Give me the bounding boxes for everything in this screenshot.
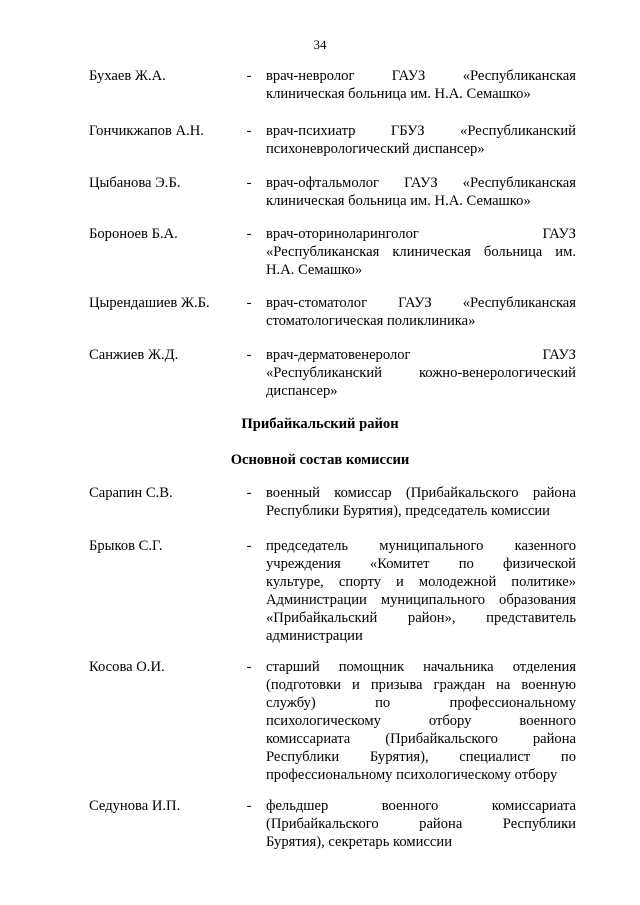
position-line: фельдшер военного комиссариата bbox=[266, 798, 576, 814]
member-position bbox=[266, 346, 576, 400]
member-name: Седунова И.П. bbox=[89, 798, 181, 814]
position-line: «Республиканский кожно-венерологический bbox=[266, 365, 576, 381]
position-line: (подготовки и призыва граждан на военную bbox=[266, 677, 576, 693]
page-number: 34 bbox=[313, 37, 327, 52]
section-title: Прибайкальский район bbox=[241, 416, 399, 432]
member-position bbox=[266, 294, 576, 330]
member-position bbox=[266, 67, 576, 103]
position-line: стоматологическая поликлиника» bbox=[266, 313, 476, 329]
position-line: военный комиссар (Прибайкальского района bbox=[266, 485, 576, 501]
member-position bbox=[266, 174, 576, 210]
dash-separator: - bbox=[246, 538, 252, 554]
position-line: Республики Бурятия), председатель комиссии bbox=[266, 503, 550, 519]
position-line: диспансер» bbox=[266, 383, 338, 399]
position-line: «Республиканская клиническая больница им. bbox=[266, 244, 576, 260]
position-line: врач-дерматовенеролог ГАУЗ bbox=[266, 347, 576, 363]
position-line: Республики Бурятия), специалист по bbox=[266, 749, 576, 765]
dash-separator: - bbox=[246, 347, 252, 363]
member-position bbox=[266, 484, 576, 520]
member-name: Санжиев Ж.Д. bbox=[89, 347, 179, 363]
member-name: Сарапин С.В. bbox=[89, 485, 173, 501]
position-line: клиническая больница им. Н.А. Семашко» bbox=[266, 86, 531, 102]
position-line: врач-оториноларинголог ГАУЗ bbox=[266, 226, 576, 242]
position-line: врач-стоматолог ГАУЗ «Республиканская bbox=[266, 295, 576, 311]
position-line: врач-психиатр ГБУЗ «Республиканский bbox=[266, 123, 576, 139]
dash-separator: - bbox=[246, 68, 252, 84]
member-position bbox=[266, 797, 576, 851]
position-line: Администрации муниципального образования bbox=[266, 592, 576, 608]
dash-separator: - bbox=[246, 485, 252, 501]
position-line: врач-невролог ГАУЗ «Республиканская bbox=[266, 68, 576, 84]
member-name: Цырендашиев Ж.Б. bbox=[89, 295, 210, 311]
position-line: клиническая больница им. Н.А. Семашко» bbox=[266, 193, 531, 209]
dash-separator: - bbox=[246, 226, 252, 242]
position-line: службу) по профессиональному bbox=[266, 695, 576, 711]
member-position bbox=[266, 225, 576, 279]
dash-separator: - bbox=[246, 123, 252, 139]
position-line: старший помощник начальника отделения bbox=[266, 659, 576, 675]
dash-separator: - bbox=[246, 295, 252, 311]
position-line: Н.А. Семашко» bbox=[266, 262, 363, 278]
dash-separator: - bbox=[246, 175, 252, 191]
position-line: комиссариата (Прибайкальского района bbox=[266, 731, 576, 747]
member-position bbox=[266, 658, 576, 784]
member-name: Бухаев Ж.А. bbox=[89, 68, 166, 84]
dash-separator: - bbox=[246, 798, 252, 814]
member-name: Гончикжапов А.Н. bbox=[89, 123, 204, 139]
position-line: Бурятия), секретарь комиссии bbox=[266, 834, 452, 850]
position-line: председатель муниципального казенного bbox=[266, 538, 576, 554]
position-line: психоневрологический диспансер» bbox=[266, 141, 485, 157]
position-line: администрации bbox=[266, 628, 363, 644]
member-position bbox=[266, 122, 576, 158]
member-position bbox=[266, 537, 576, 645]
member-name: Бороноев Б.А. bbox=[89, 226, 178, 242]
member-name: Брыков С.Г. bbox=[89, 538, 163, 554]
dash-separator: - bbox=[246, 659, 252, 675]
position-line: культуре, спорту и молодежной политике» bbox=[266, 574, 576, 590]
member-name: Цыбанова Э.Б. bbox=[89, 175, 181, 191]
member-name: Косова О.И. bbox=[89, 659, 165, 675]
position-line: «Прибайкальский район», представитель bbox=[266, 610, 576, 626]
position-line: психологическому отбору военного bbox=[266, 713, 576, 729]
position-line: профессиональному психологическому отбору bbox=[266, 767, 558, 783]
position-line: врач-офтальмолог ГАУЗ «Республиканская bbox=[266, 175, 576, 191]
position-line: учреждения «Комитет по физической bbox=[266, 556, 576, 572]
position-line: (Прибайкальского района Республики bbox=[266, 816, 576, 832]
subsection-title: Основной состав комиссии bbox=[230, 452, 410, 468]
